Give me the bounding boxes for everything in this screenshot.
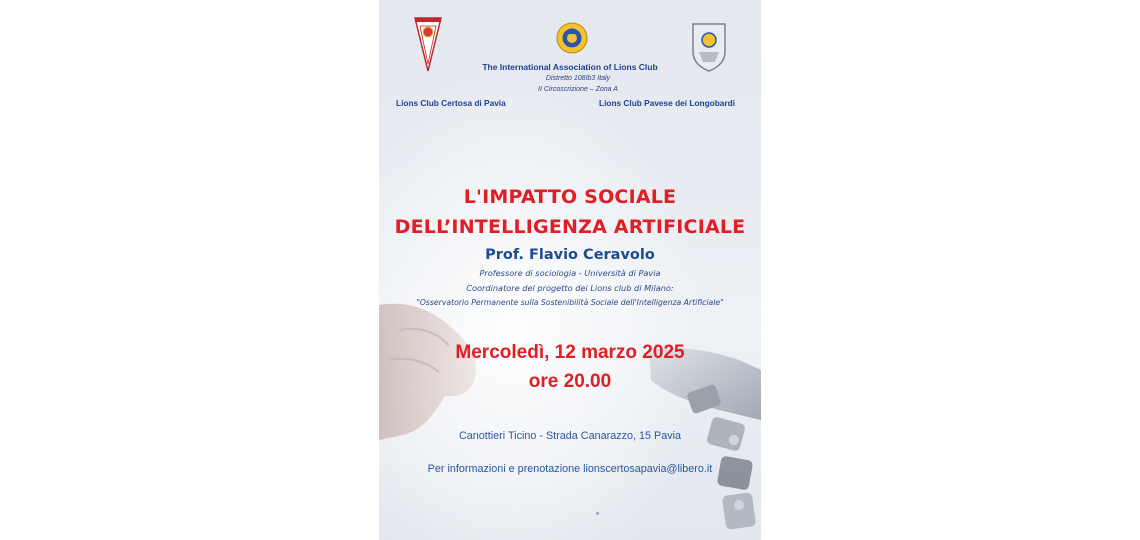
project-name: "Osservatorio Permanente sulla Sostenibilità Sociale dell'Intelligenza Artificiale" (416, 298, 724, 307)
decorative-dot (596, 512, 599, 515)
club-left-name: Lions Club Certosa di Pavia (396, 98, 506, 108)
contact-info: Per informazioni e prenotazione lionscertosapavia@libero.it (427, 463, 713, 475)
lions-international-logo (556, 22, 588, 54)
event-time: ore 20.00 (528, 371, 612, 392)
event-poster (379, 0, 761, 540)
event-date: Mercoledì, 12 marzo 2025 (455, 342, 685, 363)
event-title-line2: DELL’INTELLIGENZA ARTIFICIALE (394, 216, 746, 238)
organization-name: The International Association of Lions Club (482, 62, 658, 72)
district-label: Distretto 108Ib3 Italy (545, 75, 611, 82)
circoscrizione-label: II Circoscrizione – Zona A (538, 86, 618, 93)
club-right-name: Lions Club Pavese dei Longobardi (599, 98, 735, 108)
speaker-coordinator: Coordinatore del progetto dei Lions club di Milano: (466, 283, 674, 293)
event-venue: Canottieri Ticino - Strada Canarazzo, 15 Pavia (458, 430, 682, 442)
event-title-line1: L'IMPATTO SOCIALE (463, 186, 677, 208)
speaker-name: Prof. Flavio Ceravolo (485, 247, 655, 263)
speaker-role: Professore di sociologia - Università di Pavia (479, 268, 661, 278)
